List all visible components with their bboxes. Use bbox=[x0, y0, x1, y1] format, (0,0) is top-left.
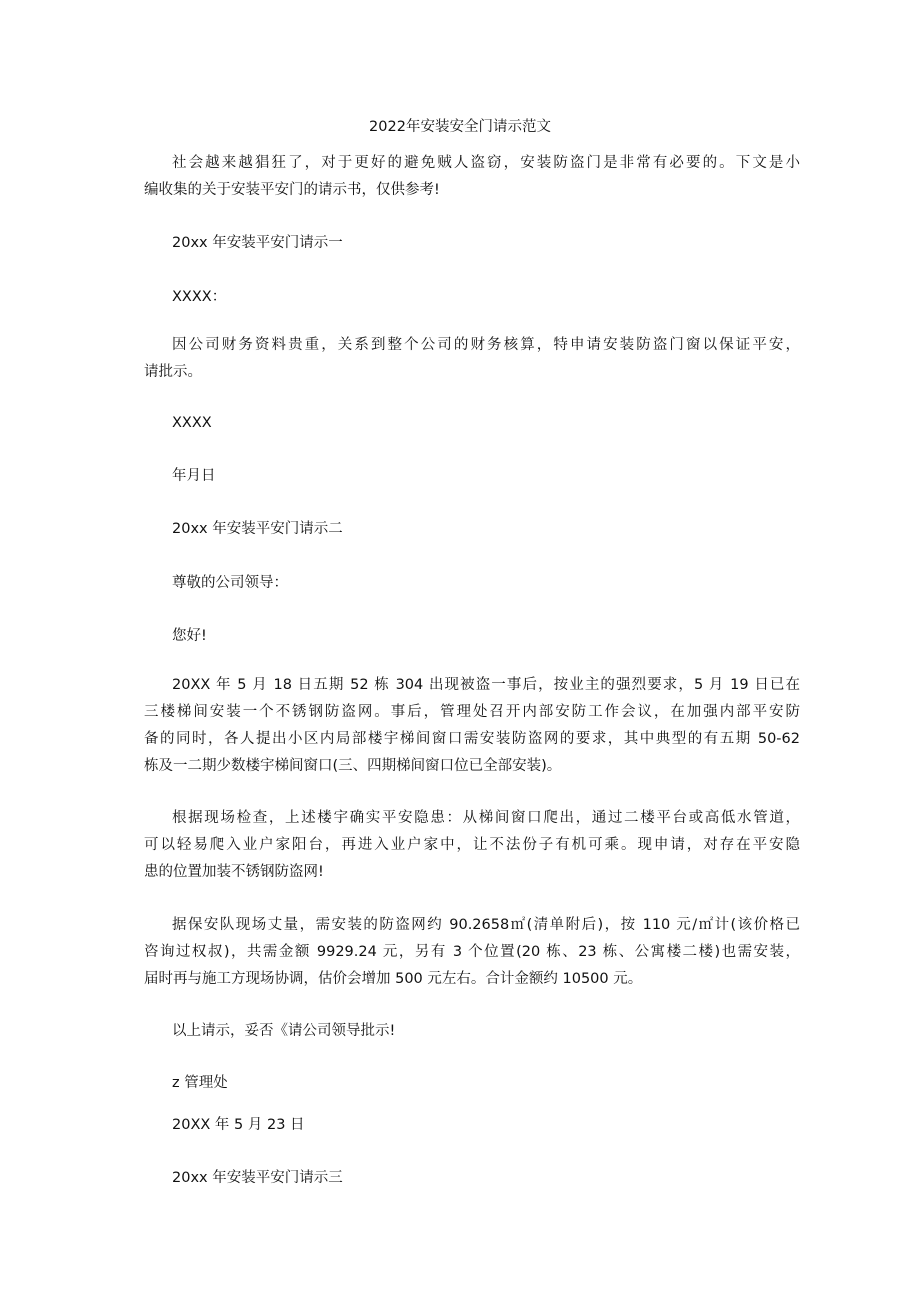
signature: XXXX bbox=[172, 415, 212, 431]
intro-line: 社会越来越猖狂了，对于更好的避免贼人盗窃，安装防盗门是非常有必要的。下文是小 bbox=[172, 155, 800, 171]
body-line: 患的位置加装不锈钢防盗网! bbox=[144, 864, 324, 880]
body-line: 因公司财务资料贵重，关系到整个公司的财务核算，特申请安装防盗门窗以保证平安， bbox=[172, 337, 800, 353]
section-heading: 20xx 年安装平安门请示二 bbox=[172, 521, 343, 537]
body-line: 根据现场检查，上述楼宇确实平安隐患：从梯间窗口爬出，通过二楼平台或高低水管道， bbox=[172, 810, 800, 826]
salutation: 尊敬的公司领导： bbox=[172, 575, 288, 591]
body-line: 可以轻易爬入业户家阳台，再进入业户家中，让不法份子有机可乘。现申请，对存在平安隐 bbox=[144, 837, 800, 853]
body-line: 届时再与施工方现场协调，估价会增加 500 元左右。合计金额约 10500 元。 bbox=[144, 971, 643, 987]
section-heading: 20xx 年安装平安门请示三 bbox=[172, 1170, 343, 1186]
document-title: 2022年安装安全门请示范文 bbox=[369, 119, 551, 135]
body-line: 栋及一二期少数楼宇梯间窗口(三、四期梯间窗口位已全部安装)。 bbox=[144, 758, 562, 774]
body-line: 三楼梯间安装一个不锈钢防盗网。事后，管理处召开内部安防工作会议，在加强内部平安防 bbox=[144, 704, 800, 720]
intro-line: 编收集的关于安装平安门的请示书，仅供参考! bbox=[144, 182, 440, 198]
body-line: 20XX 年 5 月 18 日五期 52 栋 304 出现被盗一事后，按业主的强烈要求，5 月 19 日已在 bbox=[172, 677, 800, 693]
greeting: 您好! bbox=[172, 628, 207, 644]
date-line: 年月日 bbox=[172, 468, 216, 484]
body-line: 咨询过权叔)，共需金额 9929.24 元，另有 3 个位置(20 栋、23 栋、公寓楼二楼)也需安装， bbox=[144, 944, 800, 960]
body-line: 备的同时，各人提出小区内局部楼宇梯间窗口需安装防盗网的要求，其中典型的有五期 50-62 bbox=[144, 731, 800, 747]
signature: z 管理处 bbox=[172, 1075, 228, 1091]
date-line: 20XX 年 5 月 23 日 bbox=[172, 1117, 305, 1133]
salutation: XXXX： bbox=[172, 289, 227, 305]
body-line: 据保安队现场丈量，需安装的防盗网约 90.2658㎡(清单附后)，按 110 元/㎡计(该价格已 bbox=[172, 917, 800, 933]
body-line: 请批示。 bbox=[144, 364, 202, 380]
section-heading: 20xx 年安装平安门请示一 bbox=[172, 235, 343, 251]
closing-line: 以上请示，妥否《请公司领导批示! bbox=[172, 1023, 396, 1039]
